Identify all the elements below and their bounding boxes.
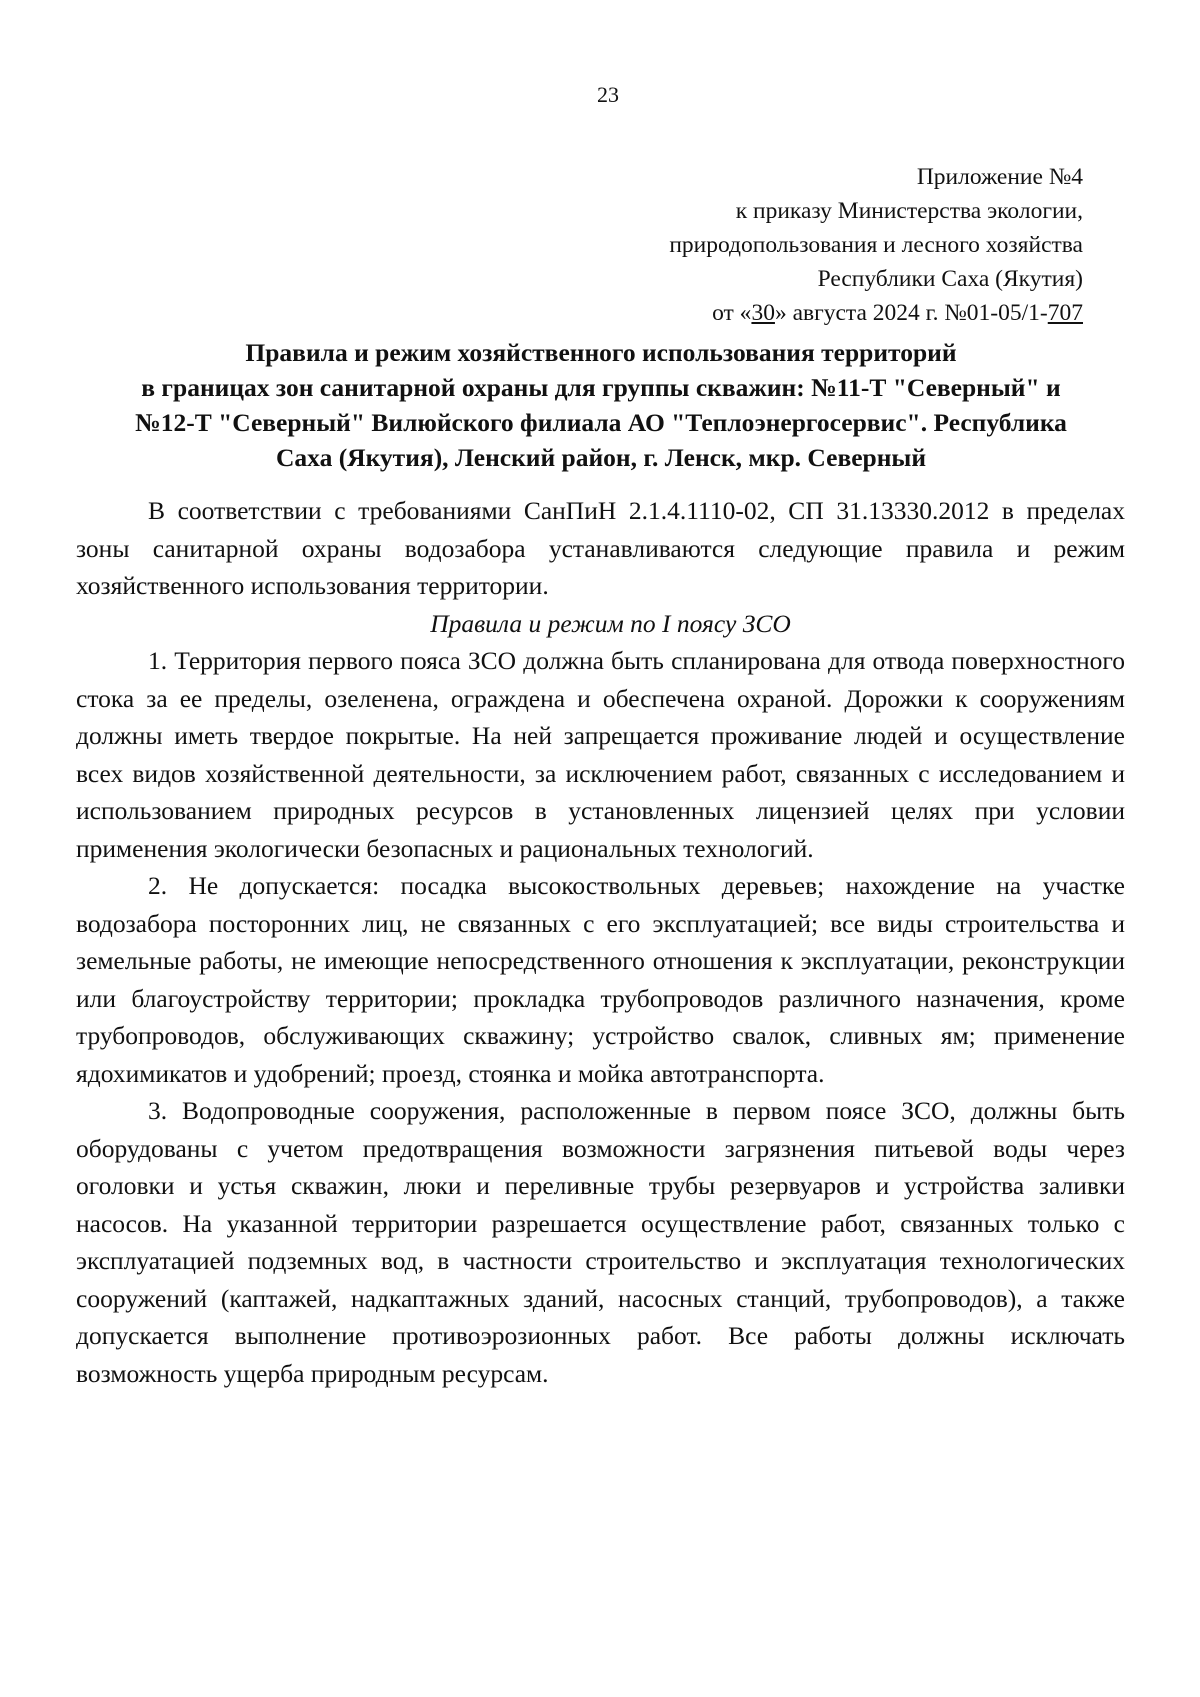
appendix-date-line [669,296,1083,330]
page-number: 23 [597,82,619,107]
date-day: 30 [751,300,775,326]
appendix-republic: Республики Саха (Якутия) [817,266,1083,292]
rule-item-2: 2. Не допускается: посадка высокоствольных деревьев; нахождение на участке водозабора посторонних лиц, не связанных с его эксплуатацией; все виды строительства и земельные работы, не имеющие непосредственного отношения к эксплуатации, реконструкции или благоустройству территории; прокладка трубопроводов различного назначения, кроме трубопроводов, обслуживающих скважину; устройство свалок, сливных ям; применение ядохимикатов и удобрений; проезд, стоянка и мойка автотранспорта. [76,871,1125,1088]
date-prefix: от « [712,300,752,326]
intro-paragraph: В соответствии с требованиями СанПиН 2.1.4.1110-02, СП 31.13330.2012 в пределах зоны санитарной охраны водозабора устанавливаются следующие правила и режим хозяйственного использования территории. [76,496,1125,600]
document-title [76,335,1126,475]
rule-item-1: 1. Территория первого пояса ЗСО должна быть спланирована для отвода поверхностного стока за ее пределы, озеленена, ограждена и обеспечена охраной. Дорожки к сооружениям должны иметь твердое покрытые. На ней запрещается проживание людей и осуществление всех видов хозяйственной деятельности, за исключением работ, связанных с исследованием и использованием природных ресурсов в установленных лицензией целях при условии применения экологически безопасных и рациональных технологий. [76,646,1125,863]
appendix-ministry: природопользования и лесного хозяйства [669,232,1083,258]
section-heading: Правила и режим по I поясу ЗСО [430,608,791,638]
title-line-4: Саха (Якутия), Ленский район, г. Ленск, мкр. Северный [275,443,927,472]
document-body [76,492,1125,1392]
title-line-1: Правила и режим хозяйственного использования территорий [245,338,957,367]
order-number: 707 [1047,300,1083,326]
appendix-order-ref: к приказу Министерства экологии, [735,198,1083,224]
title-line-3: №12-Т "Северный" Вилюйского филиала АО "Теплоэнергосервис". Республика [135,408,1067,437]
date-middle: » августа 2024 г. №01-05/1- [774,300,1048,326]
title-line-2: в границах зон санитарной охраны для группы скважин: №11-Т "Северный" и [141,373,1061,402]
appendix-label: Приложение №4 [916,164,1083,190]
rule-item-3: 3. Водопроводные сооружения, расположенные в первом поясе ЗСО, должны быть оборудованы с учетом предотвращения возможности загрязнения питьевой воды через оголовки и устья скважин, люки и переливные трубы резервуаров и устройства заливки насосов. На указанной территории разрешается осуществление работ, связанных только с эксплуатацией подземных вод, в частности строительство и эксплуатация технологических сооружений (каптажей, надкаптажных зданий, насосных станций, трубопроводов), а также допускается выполнение противоэрозионных работ. Все работы должны исключать возможность ущерба природным ресурсам. [76,1096,1125,1388]
appendix-header [669,160,1083,330]
